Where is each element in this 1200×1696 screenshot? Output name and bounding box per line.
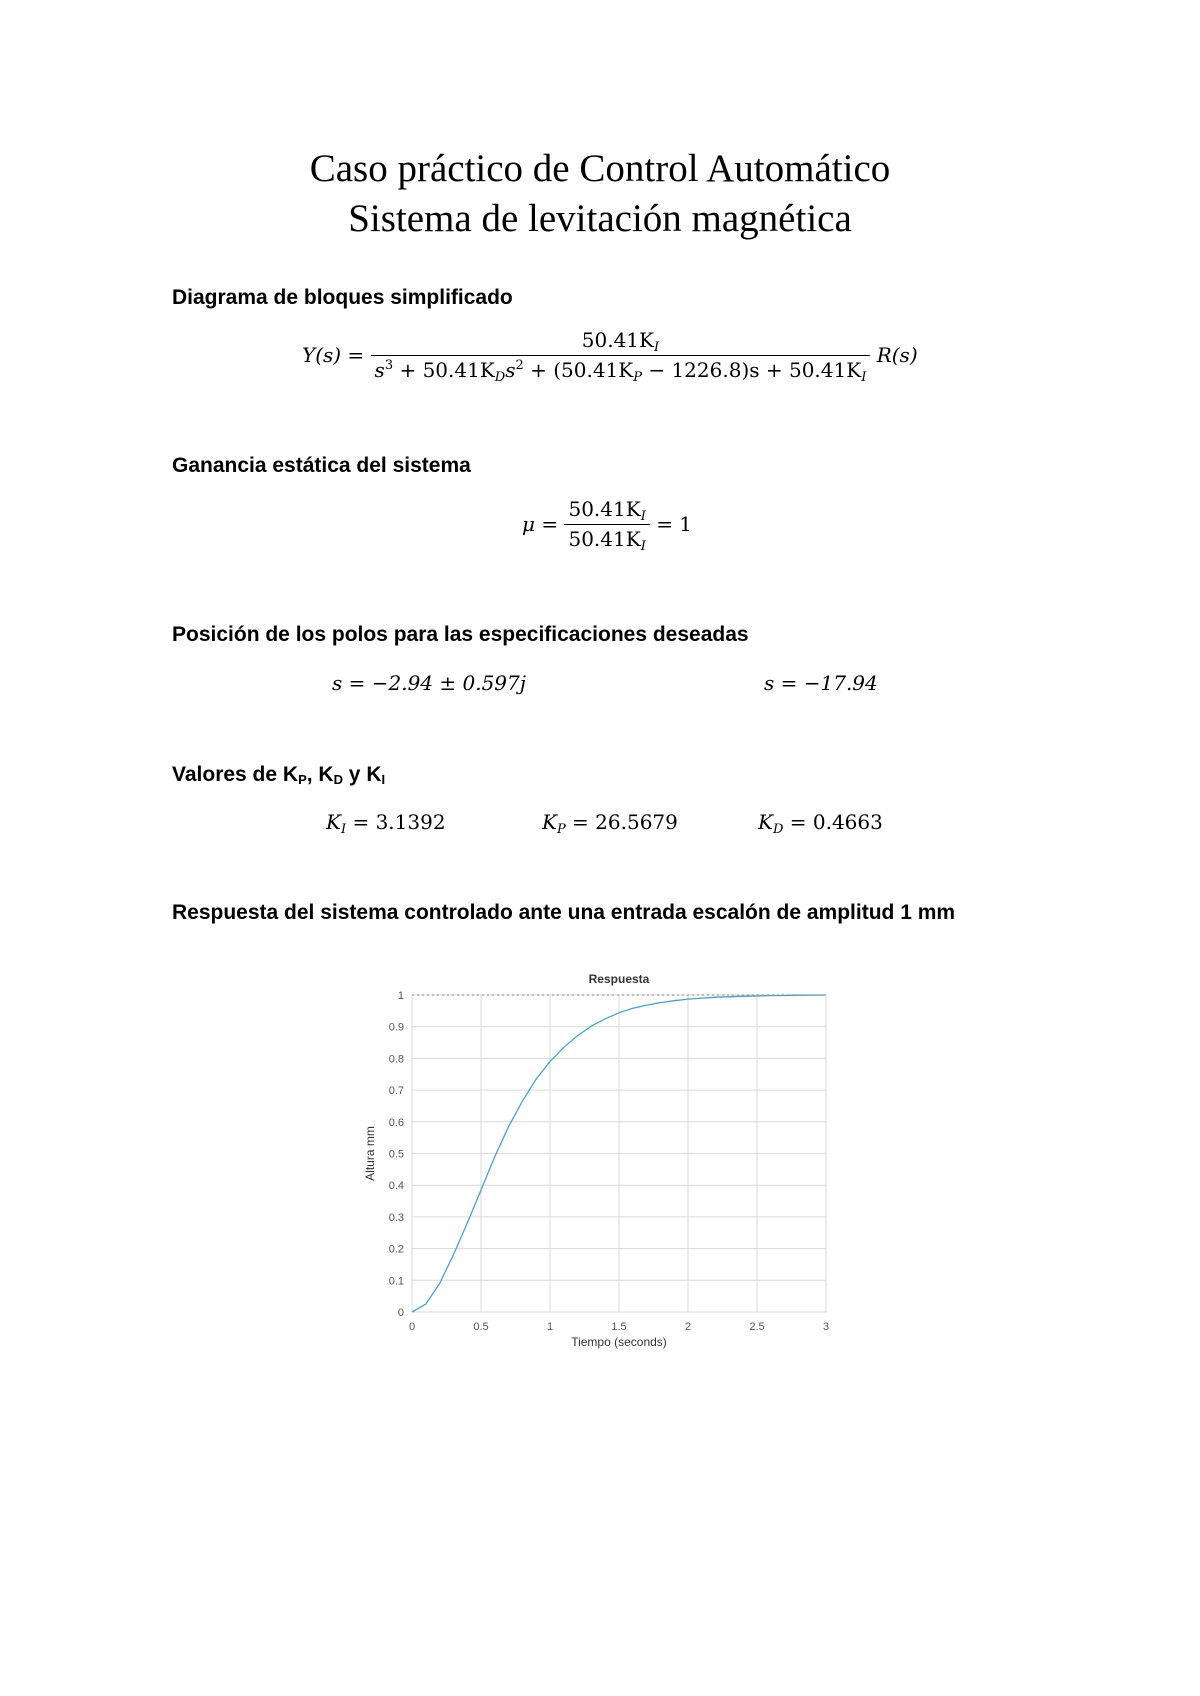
gain-numerator: $50.41K_I$	[568, 497, 646, 524]
x-tick-label: 3	[822, 1321, 830, 1333]
y-tick-label: 0.6	[388, 1116, 404, 1129]
pole-real: s = −17.94	[764, 671, 878, 695]
x-tick-label: 2	[684, 1321, 692, 1333]
kp-value: $K_P = 26.5679$	[542, 810, 678, 837]
x-tick-label: 1.5	[611, 1321, 627, 1333]
gain-rhs: = 1	[656, 512, 693, 536]
gain-denominator: $50.41K_I$	[564, 524, 649, 554]
y-tick-label: 0.5	[388, 1148, 404, 1161]
heading-step-response: Respuesta del sistema controlado ante una entrada escalón de amplitud 1 mm	[172, 901, 956, 924]
title-line-1: Caso práctico de Control Automático	[309, 147, 891, 190]
y-axis-label: Altura mm	[363, 1126, 377, 1181]
x-axis-label: Tiempo (seconds)	[571, 1335, 667, 1349]
y-tick-label: 0.3	[388, 1211, 404, 1224]
x-tick-label: 0	[408, 1321, 416, 1333]
tf-denominator: $s^3 + 50.41K_Ds^2 + (50.41K_P - 1226.8)s + 50.41K_I$	[371, 355, 871, 385]
heading-static-gain: Ganancia estática del sistema	[172, 454, 471, 477]
tf-numerator: $50.41K_I$	[581, 328, 660, 355]
kd-value: $K_D = 0.4663$	[758, 810, 883, 837]
y-tick-label: 0.4	[388, 1180, 404, 1193]
heading-gain-values: Valores de KP, KD y KI	[172, 763, 386, 787]
equation-lhs: Y(s) =	[302, 343, 365, 367]
gain-lhs: μ =	[522, 512, 559, 536]
equation-rhs: R(s)	[876, 343, 918, 367]
y-tick-label: 0.9	[388, 1021, 404, 1034]
x-tick-label: 1	[546, 1321, 554, 1333]
ki-value: $K_I = 3.1392$	[326, 810, 446, 837]
y-tick-label: 0.1	[388, 1275, 404, 1288]
title-line-2: Sistema de levitación magnética	[348, 197, 852, 240]
heading-pole-positions: Posición de los polos para las especificaciones deseadas	[172, 623, 749, 646]
pole-complex: s = −2.94 ± 0.597j	[332, 671, 526, 695]
x-tick-label: 2.5	[749, 1321, 765, 1333]
y-tick-label: 0.2	[388, 1243, 404, 1256]
y-tick-label: 1	[397, 990, 404, 1002]
heading-block-diagram: Diagrama de bloques simplificado	[172, 286, 513, 309]
chart-title: Respuesta	[588, 972, 650, 986]
y-tick-label: 0.7	[388, 1085, 404, 1098]
y-tick-label: 0	[397, 1307, 404, 1319]
x-tick-label: 0.5	[473, 1321, 489, 1333]
y-tick-label: 0.8	[388, 1053, 404, 1066]
